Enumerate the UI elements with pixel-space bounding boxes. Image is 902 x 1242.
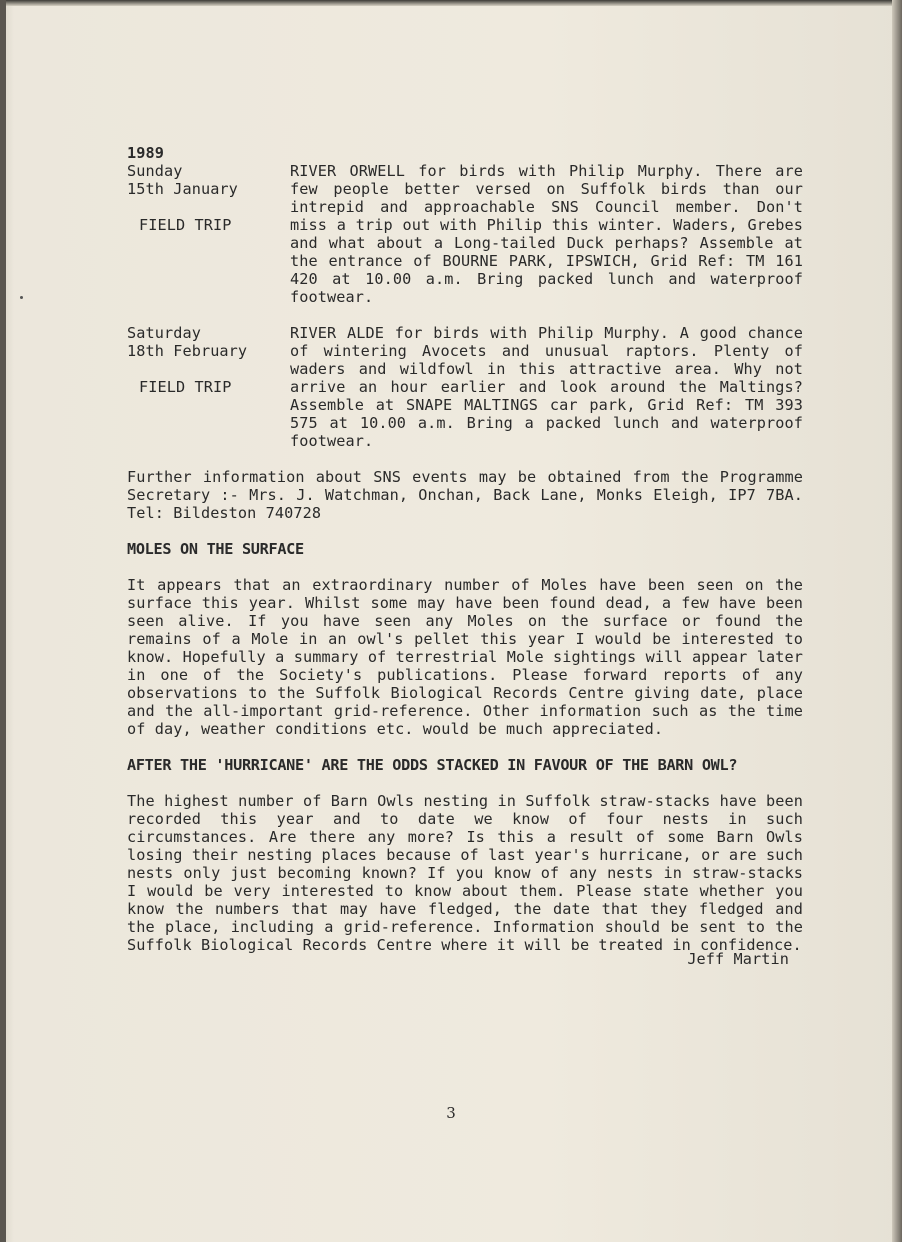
author-signature: Jeff Martin xyxy=(687,950,789,968)
event-orwell xyxy=(127,162,803,306)
page-content xyxy=(127,144,803,968)
page-edge-left xyxy=(0,0,6,1242)
event-description-text: RIVER ORWELL for birds with Philip Murphy. There are few people better versed on Suffolk birds than our intrepid and approachable SNS Council member. Don't miss a trip out with Philip this winter. Waders, Grebes and what about a Long-tailed Duck perhaps? Assemble at the entrance of BOURNE PARK, IPSWICH, Grid Ref: TM 161 420 at 10.00 a.m. Bring packed lunch and waterproof footwear. xyxy=(290,162,803,306)
event-alde xyxy=(127,324,803,450)
page-edge-top xyxy=(0,0,902,6)
further-information: Further information about SNS events may be obtained from the Programme Secretary :- Mrs. J. Watchman, Onchan, Back Lane, Monks Eleigh, IP7 7BA. Tel: Bildeston 740728 xyxy=(127,468,803,522)
event-description xyxy=(290,162,803,306)
barn-owl-body: The highest number of Barn Owls nesting in Suffolk straw-stacks have been recorded this year and to date we know of four nests in such circumstances. Are there any more? Is this a result of some Barn Owls losing their nesting places because of last year's hurricane, or are such nests only just becoming known? If you know of any nests in straw-stacks I would be very interested to know about them. Please state whether you know the numbers that may have fledged, the date that they fledged and the place, including a grid-reference. Information should be sent to the Suffolk Biological Records Centre where it will be treated in confidence. xyxy=(127,792,803,954)
event-day: Sunday xyxy=(127,162,183,180)
page-number: 3 xyxy=(446,1104,456,1122)
event-date: 18th February xyxy=(127,342,248,360)
page-edge-right xyxy=(892,0,902,1242)
print-speck xyxy=(20,296,23,299)
event-meta xyxy=(127,324,290,450)
barn-owl-heading: AFTER THE 'HURRICANE' ARE THE ODDS STACKED IN FAVOUR OF THE BARN OWL? xyxy=(127,756,738,774)
moles-body: It appears that an extraordinary number of Moles have been seen on the surface this year. Whilst some may have been found dead, a few have been seen alive. If you have seen any Moles on the surface or found the remains of a Mole in an owl's pellet this year I would be interested to know. Hopefully a summary of terrestrial Mole sightings will appear later in one of the Society's publications. Please forward reports of any observations to the Suffolk Biological Records Centre giving date, place and the all-important grid-reference. Other information such as the time of day, weather conditions etc. would be much appreciated. xyxy=(127,576,803,738)
event-type: FIELD TRIP xyxy=(139,378,232,396)
event-description xyxy=(290,324,803,450)
moles-heading: MOLES ON THE SURFACE xyxy=(127,540,304,558)
programme-year: 1989 xyxy=(127,144,164,162)
event-meta xyxy=(127,162,290,306)
event-description-text: RIVER ALDE for birds with Philip Murphy. A good chance of wintering Avocets and unusual raptors. Plenty of waders and wildfowl in this attractive area. Why not arrive an hour earlier and look around the Maltings? Assemble at SNAPE MALTINGS car park, Grid Ref: TM 393 575 at 10.00 a.m. Bring a packed lunch and waterproof footwear. xyxy=(290,324,803,450)
event-type: FIELD TRIP xyxy=(139,216,232,234)
event-date: 15th January xyxy=(127,180,238,198)
event-day: Saturday xyxy=(127,324,201,342)
